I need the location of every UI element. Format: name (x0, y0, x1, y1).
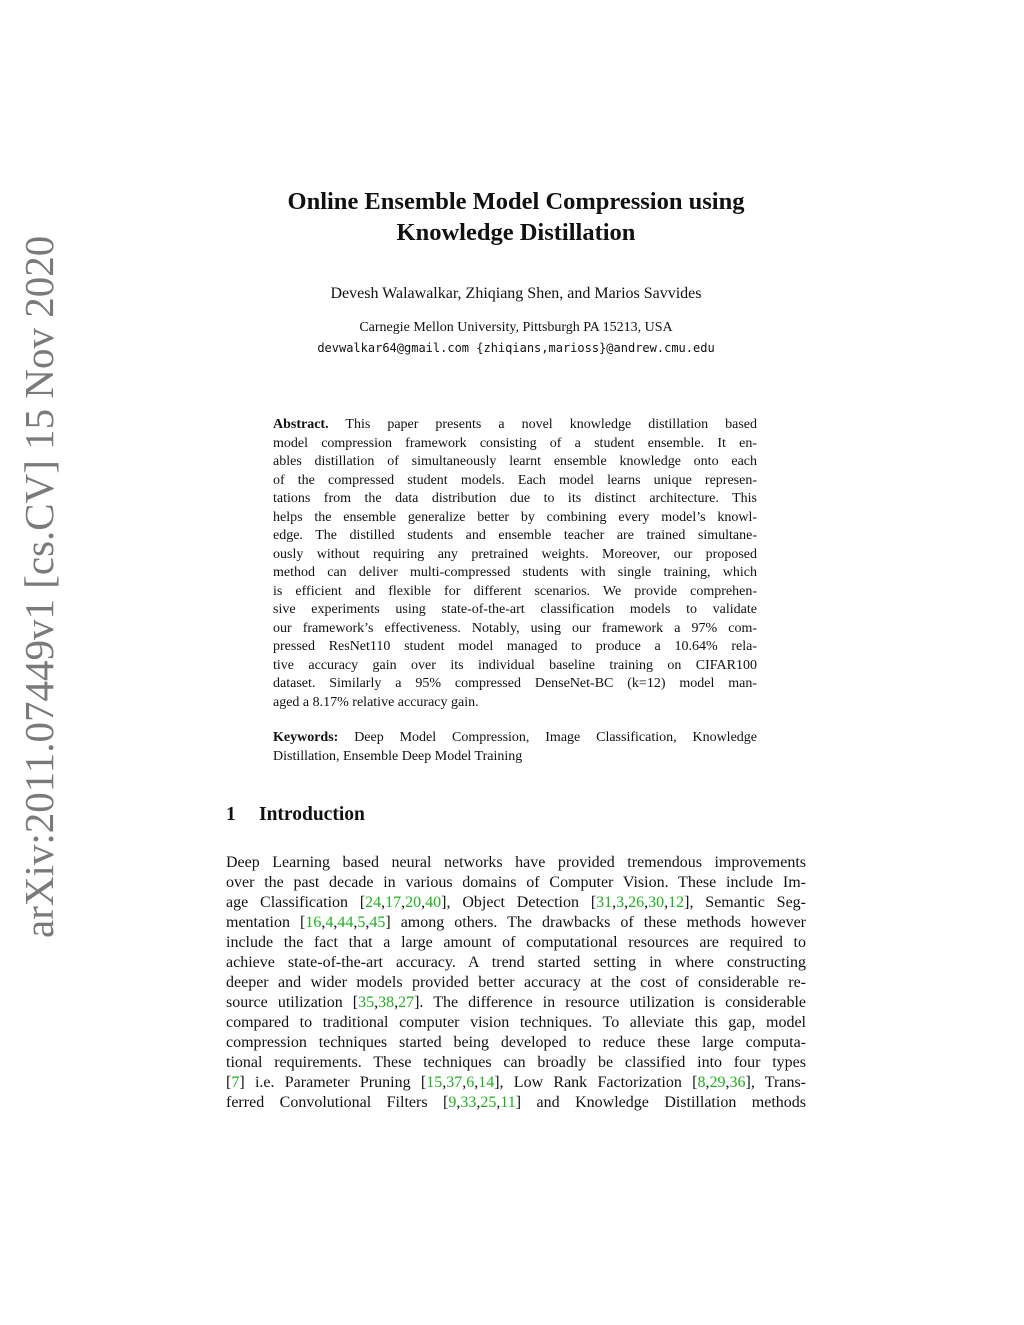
citation-link[interactable]: 45 (369, 914, 386, 931)
citation-link[interactable]: 44 (337, 914, 354, 931)
intro-line (226, 953, 806, 973)
citation-link[interactable]: 40 (425, 894, 442, 911)
author-list: Devesh Walawalkar, Zhiqiang Shen, and Marios Savvides (330, 285, 702, 302)
affiliation: Carnegie Mellon University, Pittsburgh PA 15213, USA (359, 320, 673, 335)
citation-link[interactable]: 7 (231, 1074, 240, 1091)
arxiv-identifier-stamp: arXiv:2011.07449v1 [cs.CV] 15 Nov 2020 (16, 235, 62, 938)
intro-line (226, 1033, 806, 1053)
citation-link[interactable]: 14 (478, 1074, 495, 1091)
abstract-line: our framework’s effectiveness. Notably, using our framework a 97% com- (273, 620, 757, 636)
citation-link[interactable]: 36 (729, 1074, 746, 1091)
intro-text: [ (226, 1074, 232, 1091)
intro-text: , (456, 1094, 461, 1111)
citation-link[interactable]: 31 (596, 894, 613, 911)
intro-text: over the past decade in various domains of Computer Vision. These include Im- (226, 874, 806, 891)
intro-text: source utilization [ (226, 994, 359, 1011)
keywords-text: Deep Model Compression, Image Classification, Knowledge (338, 730, 757, 745)
citation-link[interactable]: 27 (398, 994, 415, 1011)
intro-text: ferred Convolutional Filters [ (226, 1094, 449, 1111)
intro-line (226, 973, 806, 993)
intro-line (226, 1073, 806, 1093)
abstract-line: helps the ensemble generalize better by combining every model’s knowl- (273, 509, 757, 525)
keywords-label: Keywords: (273, 730, 339, 745)
citation-link[interactable]: 20 (405, 894, 422, 911)
intro-line (226, 873, 806, 893)
abstract-line: edge. The distilled students and ensemble teacher are trained simultane- (273, 528, 757, 543)
intro-text: achieve state-of-the-art accuracy. A trend started setting in where constructing (226, 954, 806, 971)
citation-link[interactable]: 15 (426, 1074, 443, 1091)
citation-link[interactable]: 35 (358, 994, 375, 1011)
abstract-line: sive experiments using state-of-the-art classification models to validate (273, 602, 757, 617)
intro-text: , (394, 994, 399, 1011)
abstract-line: tive accuracy gain over its individual baseline training on CIFAR100 (273, 657, 757, 673)
title-line: Knowledge Distillation (396, 219, 636, 246)
intro-line (226, 1053, 806, 1073)
intro-text: ], Object Detection [ (441, 894, 597, 911)
intro-text: Deep Learning based neural networks have provided tremendous improvements (226, 854, 806, 871)
abstract-text: This paper presents a novel knowledge distillation based (328, 417, 757, 432)
citation-link[interactable]: 6 (466, 1074, 475, 1091)
intro-line (226, 853, 806, 873)
section-heading (226, 804, 365, 826)
intro-text: deeper and wider models provided better accuracy at the cost of considerable re- (226, 974, 806, 991)
citation-link[interactable]: 16 (305, 914, 322, 931)
abstract-line: of the compressed student models. Each model learns unique represen- (273, 472, 757, 488)
section-title: Introduction (259, 804, 365, 825)
intro-text: , (612, 894, 617, 911)
intro-text: , (474, 1074, 479, 1091)
intro-text: , (442, 1074, 447, 1091)
abstract (273, 416, 757, 712)
intro-line (226, 1013, 806, 1033)
section-number: 1 (226, 804, 236, 825)
intro-text: , (374, 994, 379, 1011)
citation-link[interactable]: 25 (480, 1094, 497, 1111)
citation-link[interactable]: 9 (448, 1094, 457, 1111)
abstract-line: method can deliver multi-compressed students with single training, which (273, 565, 757, 580)
abstract-line: tations from the data distribution due to its distinct architecture. This (273, 491, 757, 506)
keywords-line: Distillation, Ensemble Deep Model Training (273, 748, 523, 764)
intro-text: ] among others. The drawbacks of these methods however (385, 914, 807, 931)
intro-text: ]. The difference in resource utilization is considerable (414, 994, 806, 1011)
author-emails: devwalkar64@gmail.com {zhiqians,marioss}@andrew.cmu.edu (317, 341, 715, 355)
abstract-line: model compression framework consisting of a student ensemble. It en- (273, 435, 757, 451)
intro-text: include the fact that a large amount of computational resources are required to (226, 934, 806, 951)
citation-link[interactable]: 29 (709, 1074, 726, 1091)
intro-text: ], Semantic Seg- (684, 894, 807, 911)
keywords-line (273, 729, 757, 748)
intro-text: , (421, 894, 426, 911)
citation-link[interactable]: 37 (446, 1074, 463, 1091)
intro-line (226, 1093, 806, 1113)
introduction-body (226, 853, 806, 1113)
intro-text: mentation [ (226, 914, 306, 931)
abstract-line: is efficient and flexible for different scenarios. We provide comprehen- (273, 583, 757, 599)
intro-text: ], Low Rank Factorization [ (494, 1074, 698, 1091)
citation-link[interactable]: 24 (365, 894, 382, 911)
intro-text: , (496, 1094, 501, 1111)
abstract-line (273, 416, 757, 435)
intro-text: ], Trans- (745, 1074, 806, 1091)
citation-link[interactable]: 4 (325, 914, 334, 931)
intro-text: , (664, 894, 669, 911)
abstract-line: aged a 8.17% relative accuracy gain. (273, 694, 479, 710)
intro-text: , (644, 894, 649, 911)
citation-link[interactable]: 11 (500, 1094, 516, 1111)
citation-link[interactable]: 30 (648, 894, 665, 911)
intro-line (226, 893, 806, 913)
paper-title (226, 186, 806, 248)
abstract-line: ously without requiring any pretrained weights. Moreover, our proposed (273, 546, 757, 562)
citation-link[interactable]: 8 (697, 1074, 706, 1091)
intro-text: ] i.e. Parameter Pruning [ (239, 1074, 427, 1091)
intro-text: , (624, 894, 629, 911)
citation-link[interactable]: 26 (628, 894, 645, 911)
citation-link[interactable]: 3 (616, 894, 625, 911)
intro-line (226, 933, 806, 953)
intro-text: compression techniques started being developed to reduce these large computa- (226, 1034, 806, 1051)
intro-line (226, 913, 806, 933)
intro-line (226, 993, 806, 1013)
intro-text: compared to traditional computer vision techniques. To alleviate this gap, model (226, 1014, 806, 1031)
intro-text: , (381, 894, 386, 911)
citation-link[interactable]: 12 (668, 894, 685, 911)
citation-link[interactable]: 33 (460, 1094, 477, 1111)
intro-text: , (705, 1074, 710, 1091)
abstract-label: Abstract. (273, 417, 329, 432)
abstract-line: dataset. Similarly a 95% compressed DenseNet-BC (k=12) model man- (273, 676, 757, 691)
intro-text: , (725, 1074, 730, 1091)
intro-text: , (401, 894, 406, 911)
intro-text: tional requirements. These techniques can broadly be classified into four types (226, 1054, 806, 1071)
keywords (273, 729, 757, 766)
intro-text: , (333, 914, 338, 931)
title-line: Online Ensemble Model Compression using (287, 188, 745, 215)
citation-link[interactable]: 5 (357, 914, 366, 931)
intro-text: , (476, 1094, 481, 1111)
intro-text: ] and Knowledge Distillation methods (515, 1094, 806, 1111)
citation-link[interactable]: 38 (378, 994, 395, 1011)
intro-text: , (462, 1074, 467, 1091)
intro-text: age Classification [ (226, 894, 366, 911)
intro-text: , (321, 914, 326, 931)
citation-link[interactable]: 17 (385, 894, 402, 911)
abstract-line: ables distillation of simultaneously learnt ensemble knowledge onto each (273, 454, 757, 469)
abstract-line: pressed ResNet110 student model managed to produce a 10.64% rela- (273, 639, 757, 654)
intro-text: , (365, 914, 370, 931)
intro-text: , (353, 914, 358, 931)
